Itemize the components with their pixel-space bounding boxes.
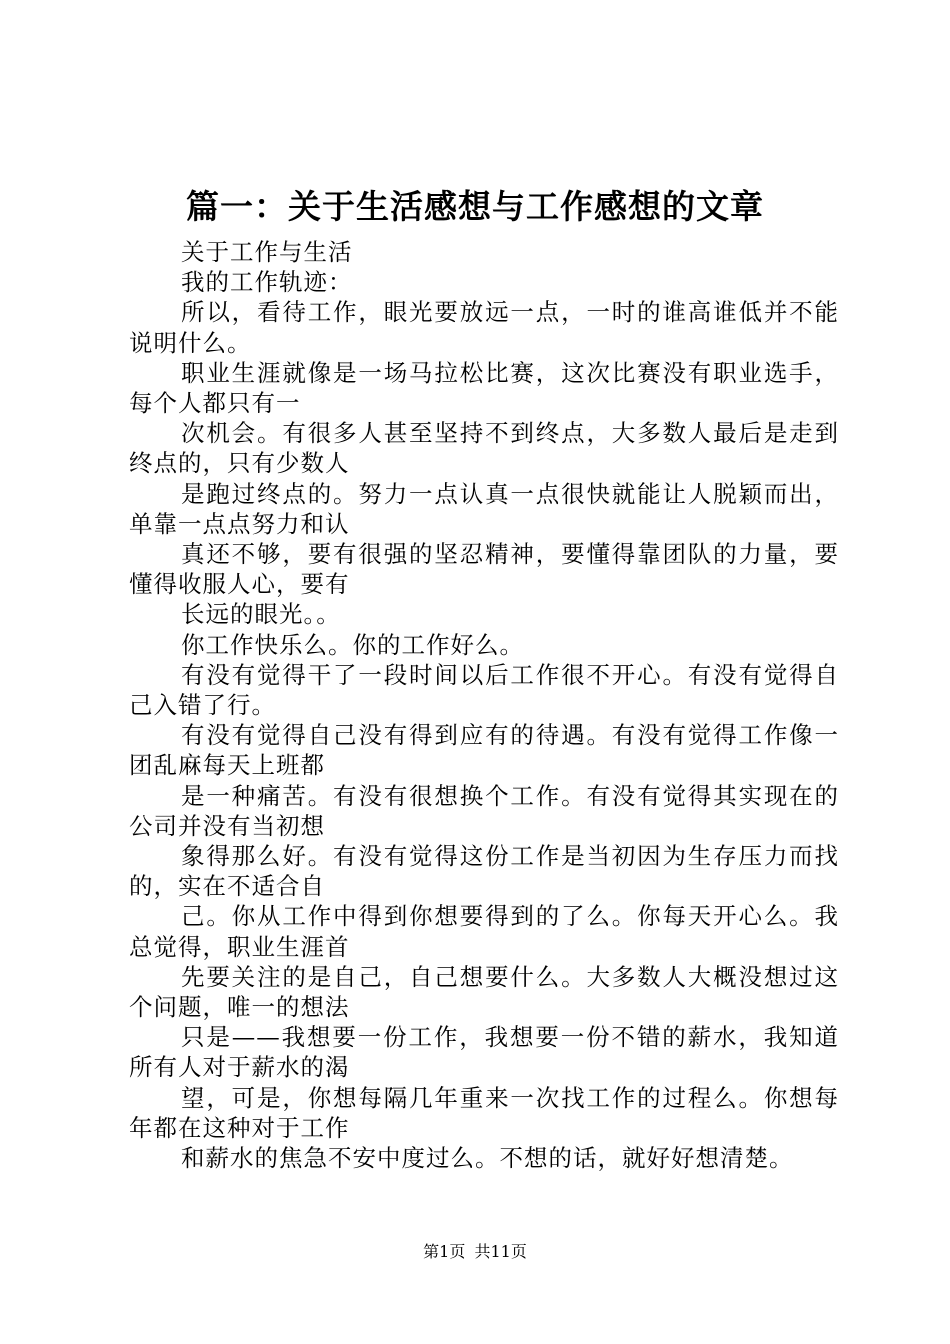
page-footer [0,1240,950,1264]
paragraph: 和薪水的焦急不安中度过么。不想的话，就好好想清楚。 [181,1144,794,1173]
paragraph: 真还不够，要有很强的坚忍精神，要懂得靠团队的力量，要懂得收服人心，要有 [129,540,839,599]
paragraph: 长远的眼光。。 [181,600,341,629]
paragraph: 你工作快乐么。你的工作好么。 [181,630,524,659]
page-number: 第1页 [423,1242,466,1261]
document-title: 篇一：关于生活感想与工作感想的文章 [186,187,764,226]
paragraph: 次机会。有很多人甚至坚持不到终点，大多数人最后是走到终点的，只有少数人 [129,419,839,478]
paragraph: 先要关注的是自己，自己想要什么。大多数人大概没想过这个问题，唯一的想法 [129,962,839,1022]
paragraph: 所以，看待工作，眼光要放远一点，一时的谁高谁低并不能说明什么。 [129,298,839,357]
paragraph: 有没有觉得自己没有得到应有的待遇。有没有觉得工作像一团乱麻每天上班都 [129,721,839,780]
paragraph: 只是——我想要一份工作，我想要一份不错的薪水，我知道所有人对于薪水的渴 [129,1023,839,1082]
paragraph: 关于工作与生活 [181,238,353,266]
paragraph: 有没有觉得干了一段时间以后工作很不开心。有没有觉得自己入错了行。 [129,660,839,720]
paragraph: 己。你从工作中得到你想要得到的了么。你每天开心么。我总觉得，职业生涯首 [129,902,839,961]
paragraph: 我的工作轨迹： [181,268,353,297]
document-body [129,237,839,1173]
paragraph: 望，可是，你想每隔几年重来一次找工作的过程么。你想每年都在这种对于工作 [129,1083,839,1142]
paragraph: 是一种痛苦。有没有很想换个工作。有没有觉得其实现在的公司并没有当初想 [129,781,839,840]
page-total: 共11页 [474,1242,527,1261]
paragraph: 是跑过终点的。努力一点认真一点很快就能让人脱颖而出，单靠一点点努力和认 [129,479,839,538]
paragraph: 职业生涯就像是一场马拉松比赛，这次比赛没有职业选手，每个人都只有一 [129,358,839,418]
paragraph: 象得那么好。有没有觉得这份工作是当初因为生存压力而找的，实在不适合自 [129,842,839,901]
